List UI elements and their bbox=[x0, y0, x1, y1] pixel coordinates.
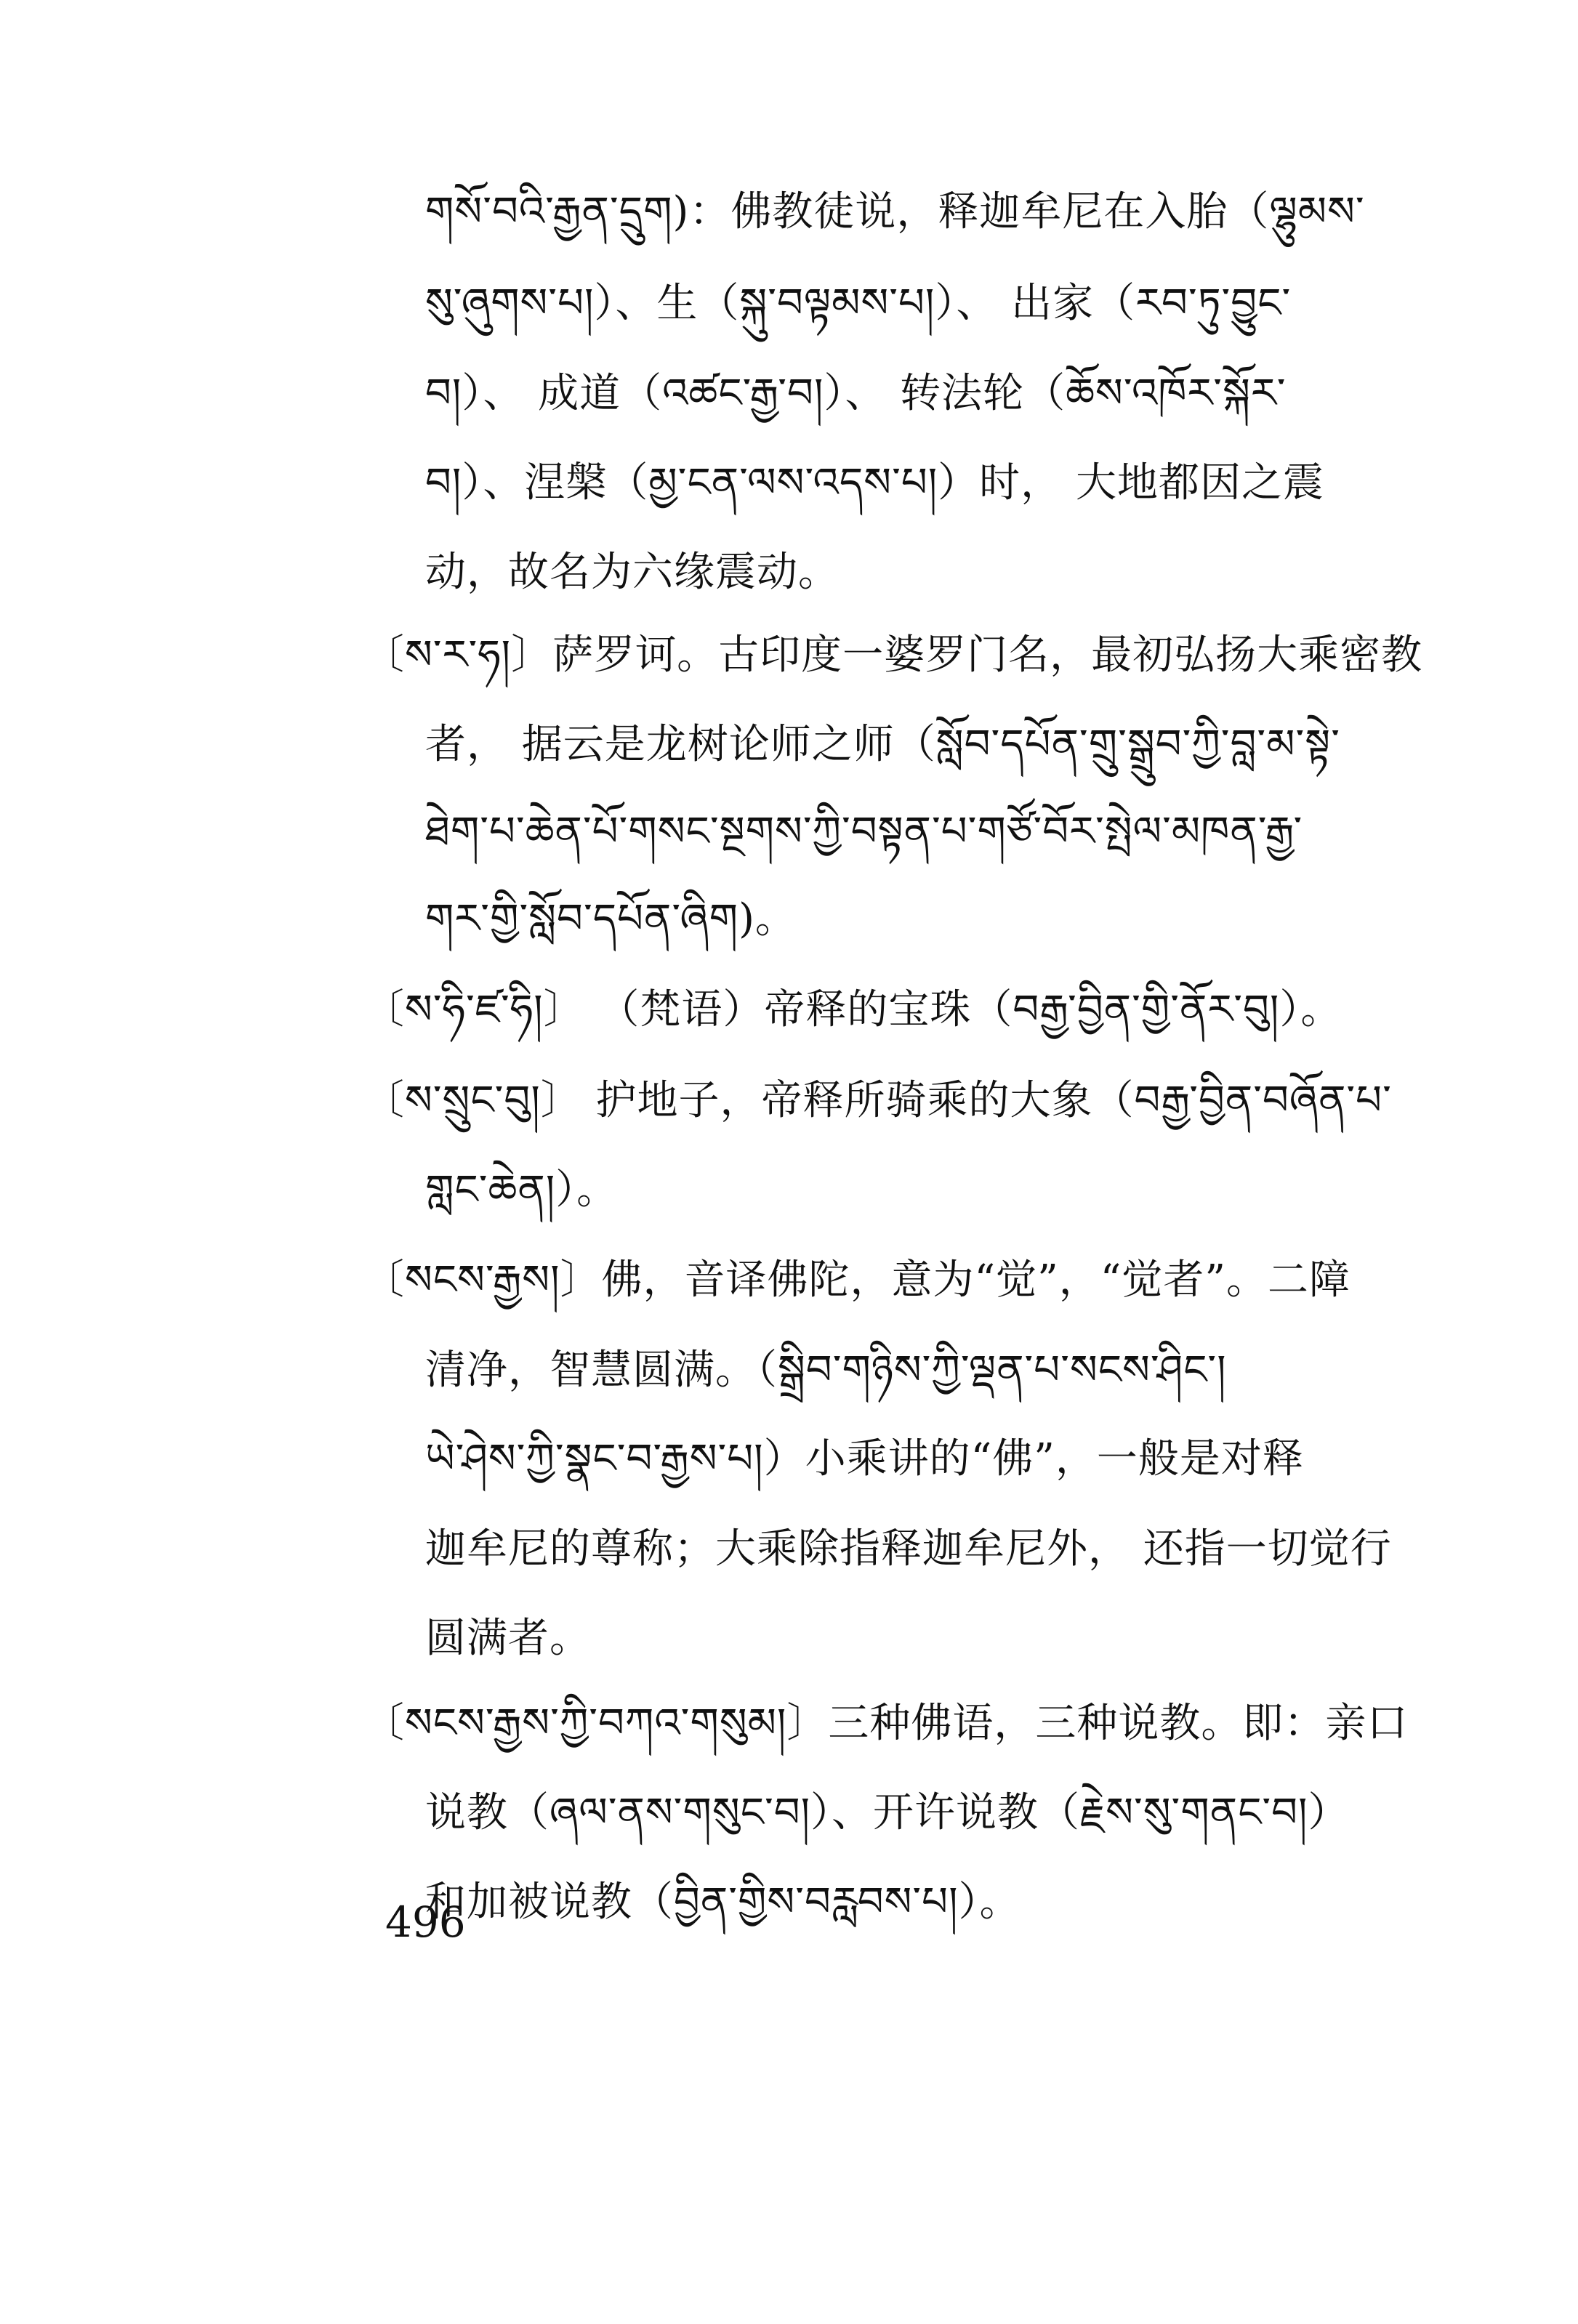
text-line: ཡེ་ཤེས་ཀྱི་སྣང་བ་རྒྱས་པ།）小乘讲的“佛”，一般是对释 bbox=[425, 1435, 1304, 1482]
text-line: 动，故名为六缘震动。 bbox=[425, 549, 840, 596]
text-line: ཐེག་པ་ཆེན་པོ་གསང་སྔགས་ཀྱི་བསྟན་པ་གཙོ་བོར་སྤེལ་མཁན་རྒྱ་ bbox=[425, 808, 1303, 855]
text-line: བ།）、 成道（འཚང་རྒྱ་བ།）、 转法轮（ཆོས་འཁོར་སྐོར་ bbox=[425, 370, 1287, 417]
text-line: 者， 据云是龙树论师之师（སློབ་དཔོན་གྲུ་སྒྲུབ་ཀྱི་བླ་མ་སྟེ་ bbox=[425, 721, 1341, 768]
entry-headline: 〔སངས་རྒྱས་ཀྱི་བཀའ་གསུམ།〕三种佛语，三种说教。即：亲口 bbox=[363, 1700, 1409, 1747]
text-line: སུ་ཞུགས་པ།）、生（སྐུ་བལྟམས་པ།）、 出家（རབ་ཏུ་བྱུང་ bbox=[425, 280, 1292, 327]
text-line: གར་གྱི་སློབ་དཔོན་ཞིག)。 bbox=[425, 895, 797, 943]
text-line: 说教（ཞལ་ནས་གསུང་བ།）、开许说教（རྗེས་སུ་གནང་བ།） bbox=[425, 1789, 1350, 1836]
text-line: གླང་ཆེན།）。 bbox=[425, 1166, 619, 1214]
entry-headline: 〔ས་སྲུང་བུ།〕 护地子，帝释所骑乘的大象（བརྒྱ་བྱིན་བཞོན་པ་ bbox=[363, 1077, 1392, 1124]
text-line: བ།）、涅槃（མྱ་ངན་ལས་འདས་པ།）时， 大地都因之震 bbox=[425, 459, 1324, 507]
text-line: 和加被说教（བྱིན་གྱིས་བརླབས་པ།）。 bbox=[425, 1879, 1021, 1926]
entry-headline: 〔སངས་རྒྱས།〕佛，音译佛陀，意为“觉”，“觉者”。二障 bbox=[363, 1256, 1351, 1304]
entry-headline: 〔ས་ར་ཧ།〕萨罗诃。古印度一婆罗门名，最初弘扬大乘密教 bbox=[363, 632, 1423, 679]
text-line: 迦牟尼的尊称；大乘除指释迦牟尼外， 还指一切觉行 bbox=[425, 1525, 1392, 1573]
page-number: 496 bbox=[385, 1897, 466, 1947]
text-line: 圆满者。 bbox=[425, 1615, 591, 1662]
text-line: གསོ་བའི་རྒྱན་དྲུག)：佛教徒说，释迦牟尼在入胎（ལྷུམས་ bbox=[425, 188, 1365, 235]
text-line: 清净，智慧圆满。（སྒྲིབ་གཉིས་ཀྱི་ལྡན་པ་སངས་ཤིང་། bbox=[425, 1347, 1227, 1394]
entry-headline: 〔ས་ཧི་ཛ་ཧི།〕 （梵语）帝释的宝珠（བརྒྱ་བྱིན་གྱི་ནོར་བུ།）。 bbox=[363, 986, 1342, 1033]
